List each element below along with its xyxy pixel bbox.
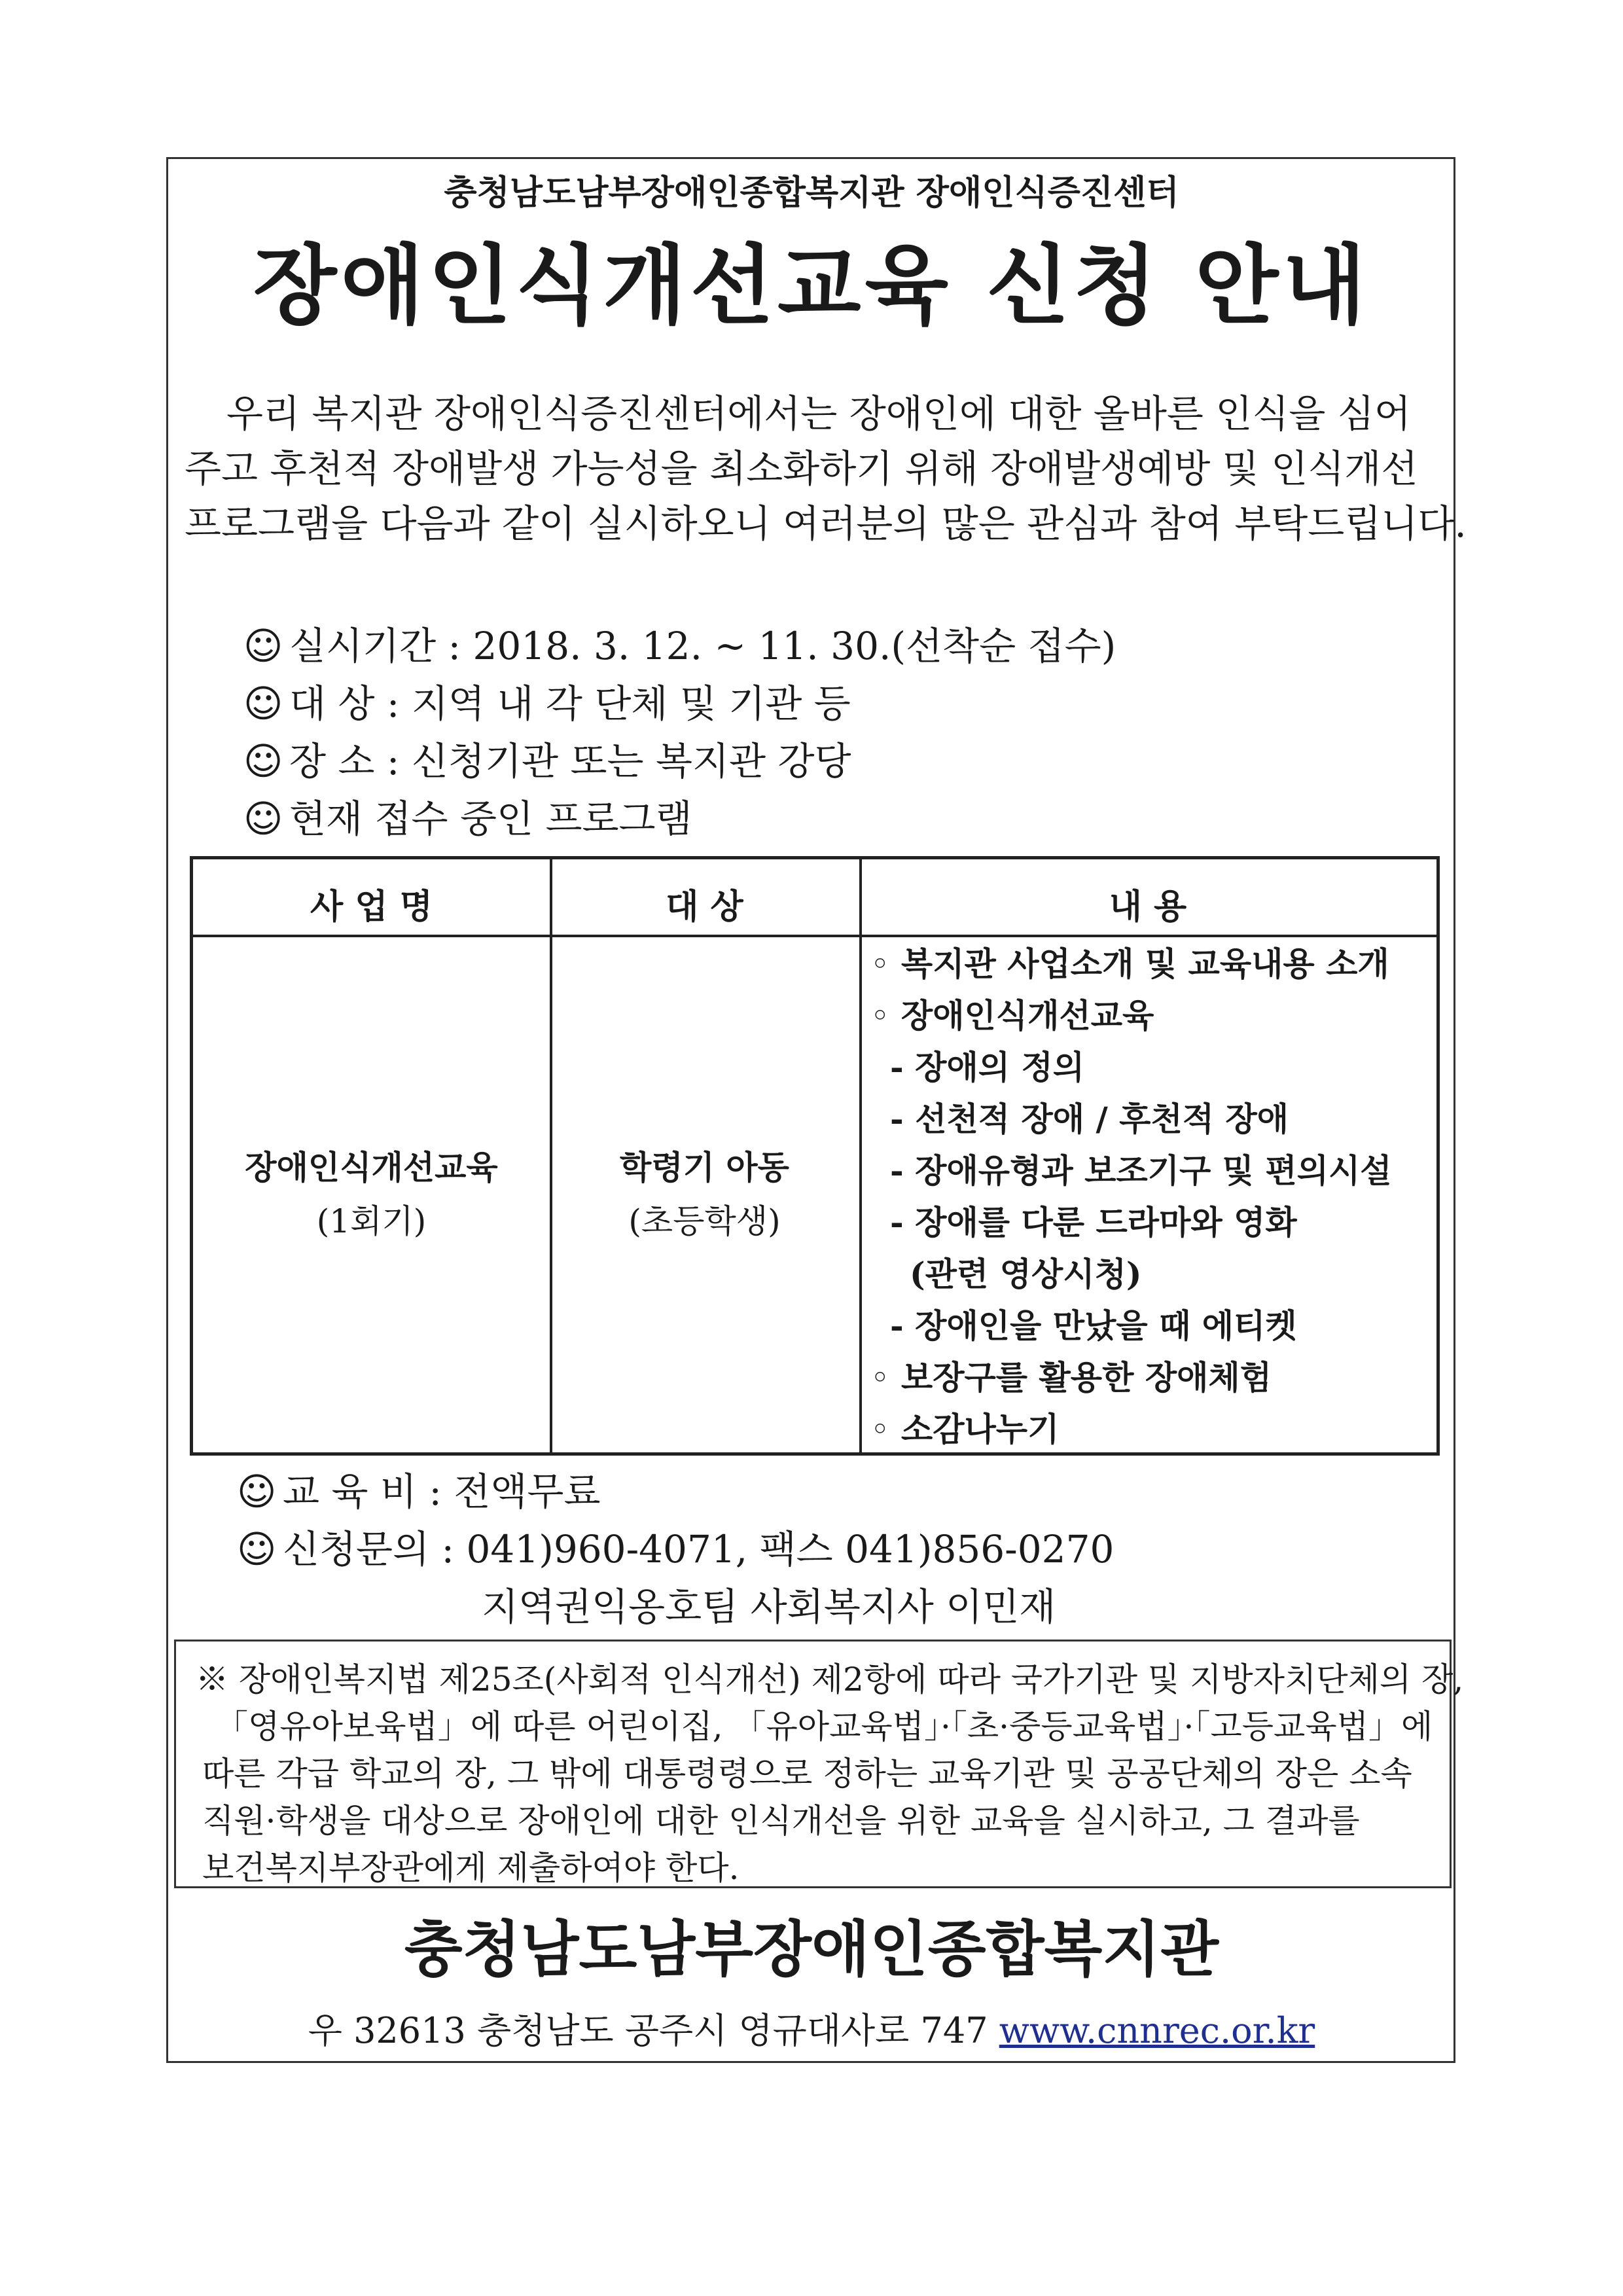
notice-line: 따른 각급 학교의 장, 그 밖에 대통령령으로 정하는 교육기관 및 공공단체의 장은 소속	[202, 1755, 1412, 1793]
table-cell-program-name: 장애인식개선교육 (1회기)	[245, 1148, 498, 1240]
content-item: - 장애인을 만났을 때 에티켓	[890, 1306, 1297, 1345]
contact-person: 지역권익옹호팀 사회복지사 이민재	[482, 1585, 1056, 1629]
table-cell-program-target: 학령기 아동 (초등학생)	[620, 1148, 789, 1240]
intro-line: 프로그램을 다음과 같이 실시하오니 여러분의 많은 관심과 참여 부탁드립니다.	[185, 501, 1467, 546]
notice-line: 「영유아보육법」에 따른 어린이집, 「유아교육법」·「초·중등교육법」·「고등교육법」에	[215, 1708, 1433, 1746]
smiley-icon: ☺	[243, 624, 283, 668]
content-item: - 장애유형과 보조기구 및 편의시설	[890, 1151, 1392, 1190]
smiley-icon: ☺	[237, 1469, 277, 1514]
intro-line: 우리 복지관 장애인식증진센터에서는 장애인에 대한 올바른 인식을 심어	[226, 391, 1411, 436]
info-current-programs: ☺ 현재 접수 중인 프로그램	[243, 797, 692, 841]
content-item: ◦ 보장구를 활용한 장애체험	[870, 1358, 1272, 1397]
content-item: - 선천적 장애 / 후천적 장애	[890, 1100, 1289, 1138]
smiley-icon: ☺	[243, 739, 283, 783]
smiley-icon: ☺	[243, 797, 283, 841]
info-target: ☺ 대 상 : 지역 내 각 단체 및 기관 등	[243, 681, 851, 726]
page-title: 장애인식개선교육 신청 안내	[253, 236, 1370, 336]
legal-notice-box	[174, 1640, 1464, 1888]
footer-address	[0, 2003, 1623, 2053]
content-item: ◦ 소감나누기	[870, 1410, 1060, 1448]
info-period: ☺ 실시기간 : 2018. 3. 12. ~ 11. 30.(선착순 접수)	[243, 624, 1116, 668]
table-column-divider	[859, 859, 862, 1452]
header-org: 충청남도남부장애인종합복지관 장애인식증진센터	[444, 173, 1179, 213]
website-link[interactable]: www.cnnrec.or.kr	[999, 2010, 1315, 2051]
notice-line: ※ 장애인복지법 제25조(사회적 인식개선) 제2항에 따라 국가기관 및 지방자치단체의 장,	[196, 1660, 1464, 1698]
table-cell-content	[870, 938, 1392, 1455]
footer-org: 충청남도남부장애인종합복지관	[404, 1914, 1219, 1984]
content-item: (관련 영상시청)	[910, 1255, 1142, 1293]
table-header-divider	[193, 935, 1436, 937]
table-header-target: 대 상	[666, 887, 743, 927]
content-item: ◦ 복지관 사업소개 및 교육내용 소개	[870, 944, 1389, 983]
table-header-name: 사 업 명	[310, 887, 433, 927]
fee-info: ☺ 교 육 비 : 전액무료	[237, 1469, 601, 1514]
smiley-icon: ☺	[243, 681, 283, 726]
notice-line: 보건복지부장관에게 제출하여야 한다.	[202, 1849, 740, 1887]
intro-paragraph	[185, 386, 1467, 551]
program-table	[190, 856, 1440, 1456]
info-place: ☺ 장 소 : 신청기관 또는 복지관 강당	[243, 739, 851, 783]
notice-line: 직원·학생을 대상으로 장애인에 대한 인식개선을 위한 교육을 실시하고, 그 결과를	[202, 1802, 1360, 1840]
contact-info: ☺ 신청문의 : 041)960-4071, 팩스 041)856-0270	[237, 1527, 1115, 1571]
smiley-icon: ☺	[237, 1527, 277, 1571]
address-text: 우 32613 충청남도 공주시 영규대사로 747	[308, 2010, 988, 2051]
intro-line: 주고 후천적 장애발생 가능성을 최소화하기 위해 장애발생예방 및 인식개선	[185, 446, 1418, 491]
content-item: ◦ 장애인식개선교육	[870, 996, 1154, 1035]
content-item: - 장애를 다룬 드라마와 영화	[890, 1203, 1297, 1242]
table-header-content: 내 용	[1109, 887, 1187, 927]
content-item: - 장애의 정의	[890, 1048, 1085, 1086]
